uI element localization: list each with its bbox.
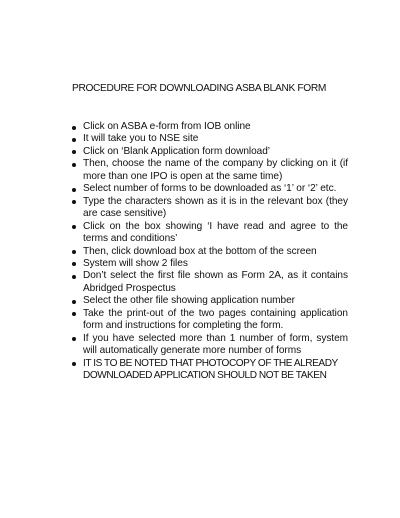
bullet-icon <box>72 362 76 366</box>
bullet-icon <box>72 150 76 154</box>
list-item-text: It will take you to NSE site <box>83 133 199 145</box>
list-item <box>72 133 348 145</box>
bullet-icon <box>72 250 76 254</box>
bullet-icon <box>72 126 76 130</box>
bullet-icon <box>72 138 76 142</box>
bullet-icon <box>72 275 76 279</box>
bullet-icon <box>72 163 76 167</box>
list-item <box>72 196 348 221</box>
list-item-text: Select number of forms to be downloaded as ‘1’ or ‘2’ etc. <box>83 183 337 195</box>
list-item <box>72 258 348 270</box>
list-item <box>72 158 348 183</box>
bullet-icon <box>72 312 76 316</box>
list-item <box>72 295 348 307</box>
list-item <box>72 121 348 133</box>
list-item <box>72 308 348 333</box>
list-item-text: Then, choose the name of the company by clicking on it (if more than one IPO is open at the same time) <box>83 158 348 182</box>
list-item <box>72 146 348 158</box>
list-item-text: IT IS TO BE NOTED THAT PHOTOCOPY OF THE ALREADY DOWNLOADED APPLICATION SHOULD NOT BE TAKEN <box>83 357 338 382</box>
list-item-text: Type the characters shown as it is in the relevant box (they are case sensitive) <box>83 195 348 220</box>
list-item-text: Then, click download box at the bottom of the screen <box>83 245 317 257</box>
list-item <box>72 333 348 358</box>
list-item <box>72 221 348 246</box>
bullet-icon <box>72 200 76 204</box>
procedure-list <box>72 121 348 383</box>
bullet-icon <box>72 300 76 304</box>
list-item-text: Click on ‘Blank Application form download’ <box>83 145 270 157</box>
list-item-text: Click on ASBA e-form from IOB online <box>83 121 251 132</box>
bullet-icon <box>72 337 76 341</box>
list-item-text: If you have selected more than 1 number of form, system will automatically generate more number of forms <box>83 332 348 357</box>
list-item-text: Don’t select the first file shown as Form 2A, as it contains Abridged Prospectus <box>83 270 348 294</box>
list-item-text: Select the other file showing application number <box>83 295 295 307</box>
bullet-icon <box>72 188 76 192</box>
list-item <box>72 246 348 258</box>
list-item <box>72 183 348 195</box>
list-item <box>72 270 348 295</box>
bullet-icon <box>72 262 76 266</box>
list-item-text: Click on the box showing ‘I have read and agree to the terms and conditions’ <box>83 220 348 245</box>
list-item <box>72 358 348 383</box>
bullet-icon <box>72 225 76 229</box>
list-item-text: Take the print-out of the two pages containing application form and instructions for completing the form. <box>83 307 348 332</box>
document-title: PROCEDURE FOR DOWNLOADING ASBA BLANK FORM <box>72 83 326 94</box>
list-item-text: System will show 2 files <box>83 257 188 269</box>
